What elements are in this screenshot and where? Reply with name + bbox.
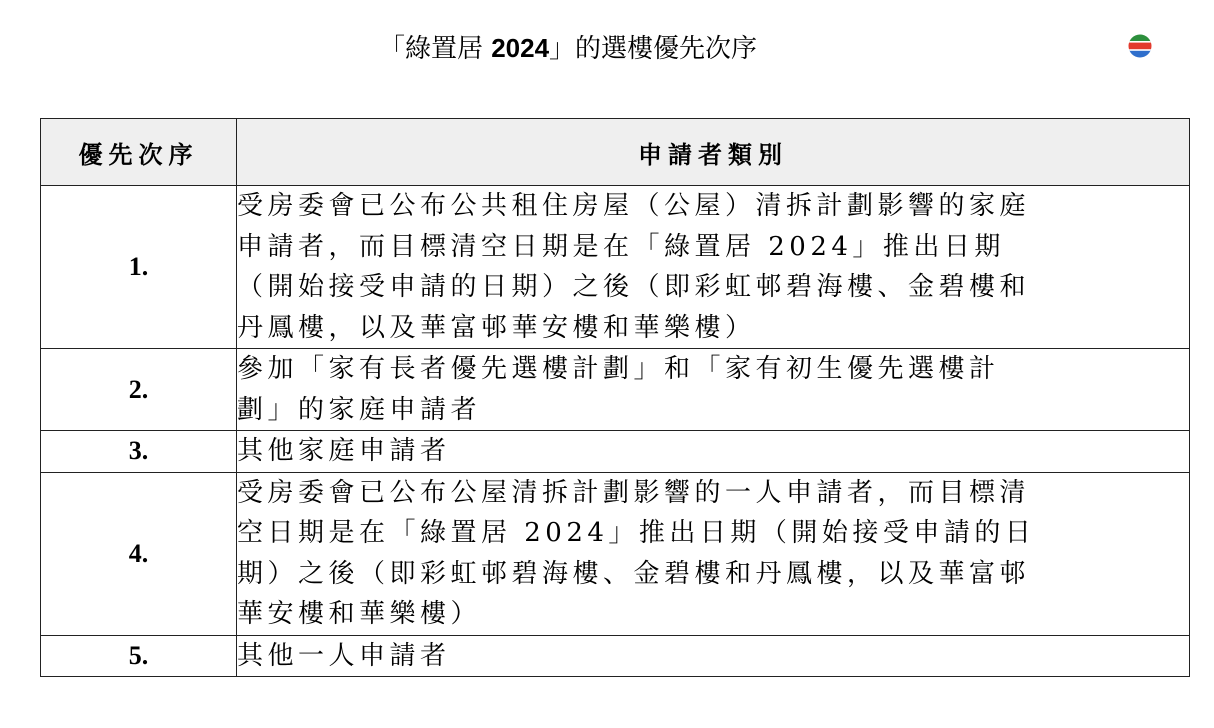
logo-band-blue bbox=[1128, 50, 1152, 58]
row-order: 4. bbox=[41, 472, 237, 635]
category-line: 申請者，而目標清空日期是在「綠置居 2024」推出日期 bbox=[237, 231, 1005, 262]
priority-table bbox=[40, 118, 1190, 677]
category-line: 華安樓和華樂樓） bbox=[237, 599, 482, 629]
logo-stripe-2 bbox=[1128, 49, 1152, 51]
row-category bbox=[237, 186, 1190, 349]
row-order: 3. bbox=[41, 431, 237, 473]
table-row bbox=[41, 186, 1190, 349]
table-row bbox=[41, 635, 1190, 677]
category-line: 受房委會已公布公共租住房屋（公屋）清拆計劃影響的家庭 bbox=[237, 191, 1031, 221]
category-line: 參加「家有長者優先選樓計劃」和「家有初生優先選樓計 bbox=[237, 354, 1000, 384]
row-order: 2. bbox=[41, 349, 237, 431]
logo-band-red bbox=[1128, 42, 1152, 50]
logo-band-green bbox=[1128, 34, 1152, 42]
tvb-logo-icon bbox=[1128, 34, 1152, 58]
row-category bbox=[237, 431, 1190, 473]
category-line: 其他家庭申請者 bbox=[237, 436, 451, 466]
category-line: （開始接受申請的日期）之後（即彩虹邨碧海樓、金碧樓和 bbox=[237, 272, 1031, 302]
row-category bbox=[237, 349, 1190, 431]
category-line: 受房委會已公布公屋清拆計劃影響的一人申請者，而目標清 bbox=[237, 477, 1031, 508]
title-year: 2024 bbox=[491, 33, 550, 63]
row-category bbox=[237, 635, 1190, 677]
header-applicant-category: 申請者類別 bbox=[237, 119, 1190, 186]
table-row bbox=[41, 472, 1190, 635]
category-line: 空日期是在「綠置居 2024」推出日期（開始接受申請的日 bbox=[237, 518, 1036, 548]
row-order: 5. bbox=[41, 635, 237, 677]
title-suffix: 」的選樓優先次序 bbox=[549, 34, 758, 64]
category-line: 其他一人申請者 bbox=[237, 640, 451, 671]
row-order: 1. bbox=[41, 186, 237, 349]
logo-stripe-1 bbox=[1128, 41, 1152, 43]
table-header-row bbox=[41, 119, 1190, 186]
page-title bbox=[0, 30, 1136, 67]
category-line: 丹鳳樓，以及華富邨華安樓和華樂樓） bbox=[237, 312, 756, 343]
row-category bbox=[237, 472, 1190, 635]
header-priority-order: 優先次序 bbox=[41, 119, 237, 186]
table-row bbox=[41, 431, 1190, 473]
title-prefix: 「綠置居 bbox=[378, 34, 492, 64]
table-row bbox=[41, 349, 1190, 431]
category-line: 劃」的家庭申請者 bbox=[237, 394, 482, 425]
category-line: 期）之後（即彩虹邨碧海樓、金碧樓和丹鳳樓，以及華富邨 bbox=[237, 558, 1031, 589]
